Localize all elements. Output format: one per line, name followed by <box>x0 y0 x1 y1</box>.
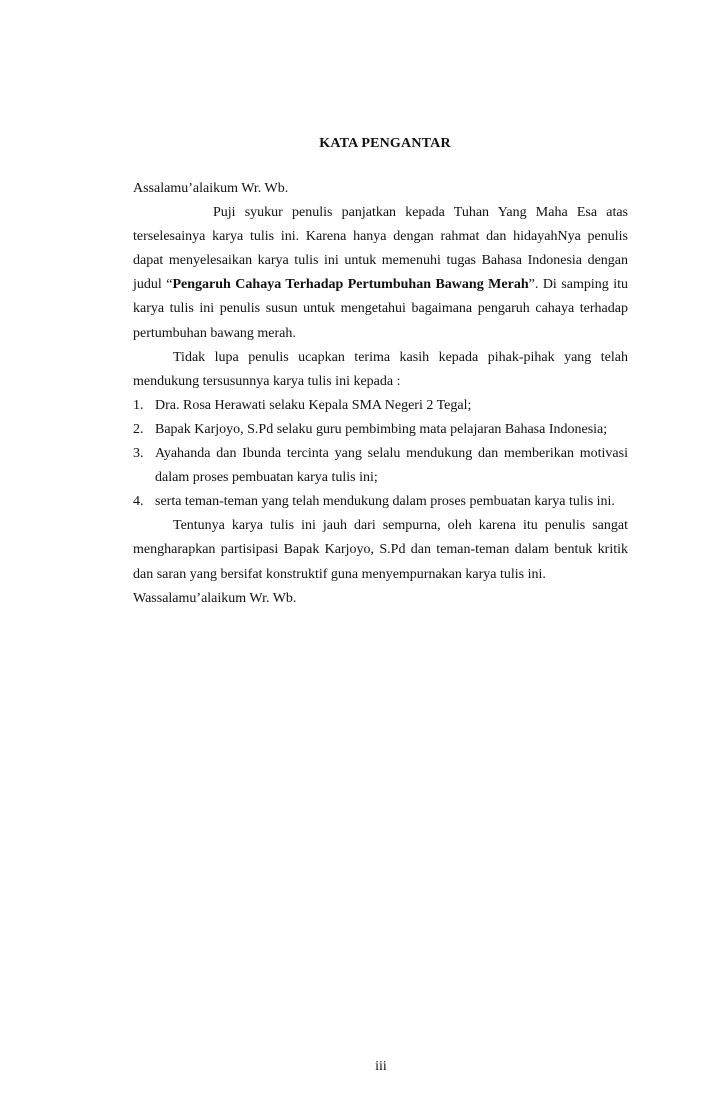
page-title: KATA PENGANTAR <box>319 136 451 151</box>
list-number: 1. <box>133 397 144 413</box>
list-item <box>133 394 628 418</box>
list-number: 4. <box>133 494 144 510</box>
closing-salutation: Wassalamu’alaikum Wr. Wb. <box>133 590 297 606</box>
list-item <box>133 442 628 490</box>
list-text: Bapak Karjoyo, S.Pd selaku guru pembimbing mata pelajaran Bahasa Indonesia; <box>155 421 608 437</box>
list-item <box>133 490 628 514</box>
list-number: 2. <box>133 421 144 437</box>
research-title: Pengaruh Cahaya Terhadap Pertumbuhan Bawang Merah <box>172 277 529 293</box>
list-text: Dra. Rosa Herawati selaku Kepala SMA Negeri 2 Tegal; <box>155 397 472 413</box>
list-number: 3. <box>133 446 144 462</box>
paragraph-thanks: Tidak lupa penulis ucapkan terima kasih kepada pihak-pihak yang telah mendukung tersusunnya karya tulis ini kepada : <box>133 349 628 389</box>
document-body <box>133 177 628 611</box>
paragraph-opening-text: Puji syukur penulis panjatkan kepada Tuhan Yang Maha Esa atas terselesainya karya tulis ini. Karena hanya dengan rahmat dan hidayahNya penulis dapat menyelesaikan karya tulis ini untuk memenuhi tugas Bahasa Indonesia dengan judul “ <box>133 205 628 293</box>
greeting: Assalamu’alaikum Wr. Wb. <box>133 181 289 196</box>
list-item <box>133 418 628 442</box>
page-number: iii <box>375 1059 387 1074</box>
list-text: serta teman-teman yang telah mendukung dalam proses pembuatan karya tulis ini. <box>155 494 615 510</box>
paragraph-opening-continuation: ”. Di samping itu karya tulis ini penulis susun untuk mengetahui bagaimana pengaruh cahaya terhadap pertumbuhan bawang merah. <box>133 277 629 341</box>
paragraph-closing-remarks: Tentunya karya tulis ini jauh dari sempurna, oleh karena itu penulis sangat mengharapkan partisipasi Bapak Karjoyo, S.Pd dan teman-teman dalam bentuk kritik dan saran yang bersifat konstruktif guna menyempurnakan karya tulis ini. <box>133 518 628 582</box>
paragraph-opening <box>133 201 628 346</box>
list-text: Ayahanda dan Ibunda tercinta yang selalu mendukung dan memberikan motivasi dalam proses pembuatan karya tulis ini; <box>155 446 628 486</box>
